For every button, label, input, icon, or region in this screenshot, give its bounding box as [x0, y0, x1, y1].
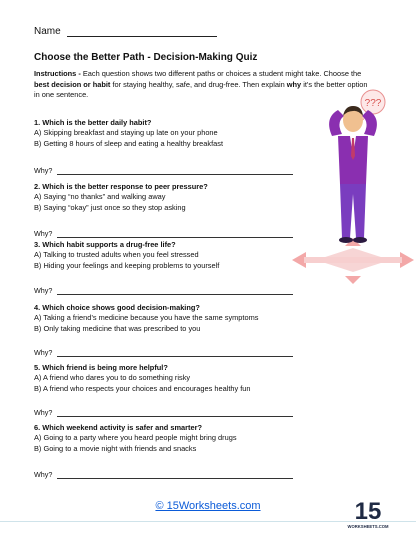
logo-number: 15	[354, 498, 382, 525]
question-3	[34, 240, 304, 271]
page-title: Choose the Better Path - Decision-Making Quiz	[34, 52, 258, 63]
why-answer-line[interactable]	[57, 287, 293, 295]
option-a: A) Skipping breakfast and staying up late on your phone	[34, 128, 218, 138]
option-a: A) Saying “no thanks” and walking away	[34, 192, 166, 202]
why-answer-line[interactable]	[57, 471, 293, 479]
instructions-bold-2: why	[286, 79, 302, 89]
why-row-6	[34, 470, 293, 479]
question-title: 6. Which weekend activity is safer and smarter?	[34, 423, 202, 432]
option-a: A) Taking a friend’s medicine because you have the same symptoms	[34, 313, 259, 323]
confused-student-illustration	[290, 88, 416, 288]
why-row-1	[34, 166, 293, 175]
option-b: B) Getting 8 hours of sleep and eating a healthy breakfast	[34, 138, 223, 148]
option-b: B) Hiding your feelings and keeping problems to yourself	[34, 260, 220, 270]
question-1	[34, 118, 304, 149]
why-label: Why?	[34, 166, 53, 175]
why-answer-line[interactable]	[57, 167, 293, 175]
question-2	[34, 182, 304, 213]
question-title: 1. Which is the better daily habit?	[34, 118, 152, 127]
footer-link-text[interactable]: © 15Worksheets.com	[155, 500, 261, 512]
worksheets-logo-icon	[347, 493, 389, 533]
question-5	[34, 363, 304, 394]
crossroads-arrows-icon	[292, 238, 414, 284]
why-answer-line[interactable]	[57, 230, 293, 238]
option-b: B) Going to a movie night with friends and snacks	[34, 443, 197, 453]
why-answer-line[interactable]	[57, 409, 293, 417]
question-title: 4. Which choice shows good decision-making?	[34, 303, 200, 312]
option-b: B) Only taking medicine that was prescribed to you	[34, 323, 201, 333]
question-marks: ???	[364, 98, 382, 109]
question-4	[34, 303, 304, 334]
name-field[interactable]	[67, 26, 217, 37]
instructions-text-3: it's the better option in one sentence.	[34, 79, 368, 100]
option-a: A) A friend who dares you to do something risky	[34, 373, 191, 383]
logo-text: WORKSHEETS.COM	[347, 524, 389, 529]
question-title: 2. Which is the better response to peer pressure?	[34, 182, 208, 191]
question-title: 5. Which friend is being more helpful?	[34, 363, 168, 372]
option-b: B) Saying “okay” just once so they stop asking	[34, 202, 186, 212]
question-title: 3. Which habit supports a drug-free life?	[34, 240, 176, 249]
instructions-bold-1: best decision or habit	[34, 79, 111, 89]
instructions-text-1: Each question shows two different paths or choices a student might take. Choose the	[80, 69, 362, 78]
why-row-4	[34, 348, 293, 357]
why-label: Why?	[34, 229, 53, 238]
option-a: A) Talking to trusted adults when you feel stressed	[34, 250, 199, 260]
option-b: B) A friend who respects your choices and encourages healthy fun	[34, 383, 251, 393]
why-answer-line[interactable]	[57, 349, 293, 357]
why-label: Why?	[34, 348, 53, 357]
name-label: Name	[34, 26, 61, 37]
why-label: Why?	[34, 470, 53, 479]
instructions-label: Instructions -	[34, 69, 81, 78]
why-row-2	[34, 229, 293, 238]
why-label: Why?	[34, 408, 53, 417]
why-label: Why?	[34, 286, 53, 295]
instructions-text-2: for staying healthy, safe, and drug-free. Then explain	[110, 79, 287, 89]
why-row-3	[34, 286, 293, 295]
question-6	[34, 423, 304, 454]
name-row	[34, 26, 217, 37]
option-a: A) Going to a party where you heard people might bring drugs	[34, 433, 237, 443]
why-row-5	[34, 408, 293, 417]
